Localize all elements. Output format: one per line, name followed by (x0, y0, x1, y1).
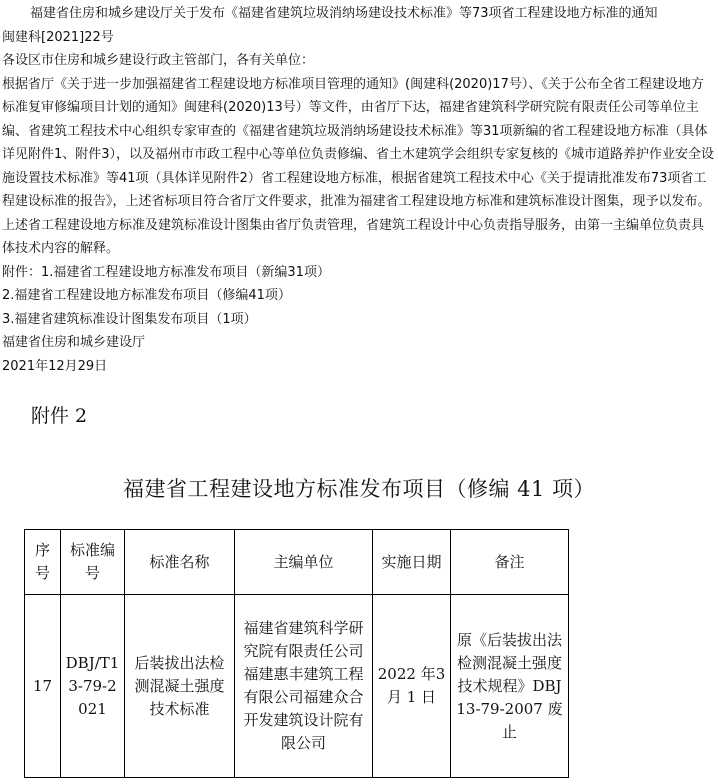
header-effective-date: 实施日期 (373, 530, 451, 595)
cell-code: DBJ/T13-79-2021 (61, 595, 125, 778)
header-remark: 备注 (451, 530, 569, 595)
header-editors: 主编单位 (235, 530, 373, 595)
notice-text (2, 2, 716, 378)
cell-name: 后装拔出法检测混凝土强度技术标准 (125, 595, 235, 778)
document-number: 闽建科[2021]22号 (2, 29, 114, 45)
header-code: 标准编号 (61, 530, 125, 595)
attachment-item-2: 2.福建省工程建设地方标准发布项目（修编41项） (2, 288, 291, 303)
standards-table (24, 529, 569, 778)
table-row (25, 595, 569, 778)
notice-title: 福建省住房和城乡建设厅关于发布《福建省建筑垃圾消纳场建设技术标准》等73项省工程建设地方标准的通知 (30, 6, 658, 21)
cell-remark: 原《后装拔出法检测混凝土强度技术规程》DBJ13-79-2007 废止 (451, 595, 569, 778)
cell-editors: 福建省建筑科学研究院有限责任公司福建惠丰建筑工程有限公司福建众合开发建筑设计院有限公司 (235, 595, 373, 778)
cell-effective-date: 2022 年3 月 1 日 (373, 595, 451, 778)
body-paragraph: 根据省厅《关于进一步加强福建省工程建设地方标准项目管理的通知》(闽建科(2020)17号）、《关于公布全省工程建设地方标准复审修编项目计划的通知》闽建科(2020)13号）等文件，由省厅下达，福建省建筑科学研究院有限责任公司等单位主编、省建筑工程技术中心组织专家审查的《福建省建筑垃圾消纳场建设技术标准》等31项新编的省工程建设地方标准（具体详见附件1、附件3），以及福州市市政工程中心等单位负责修编、省土木建筑学会组织专家复核的《城市道路养护作业安全设施设置技术标准》等41项（具体详见附件2）省工程建设地方标准，根据省建筑工程技术中心《关于提请批准发布73项省工程建设标准的报告》，上述省标项目符合省厅文件要求，批准为福建省工程建设地方标准和建筑标准设计图集，现予以发布。 (2, 76, 715, 209)
cell-seq: 17 (25, 595, 61, 778)
management-paragraph: 上述省工程建设地方标准及建筑标准设计图集由省厅负责管理，省建筑工程设计中心负责指导服务，由第一主编单位负责具体技术内容的解释。 (2, 217, 705, 256)
table-title: 福建省工程建设地方标准发布项目（修编 41 项） (122, 477, 596, 501)
issue-date: 2021年12月29日 (2, 358, 108, 374)
header-name: 标准名称 (125, 530, 235, 595)
salutation: 各设区市住房和城乡建设行政主管部门，各有关单位： (2, 53, 315, 68)
table-header-row (25, 530, 569, 595)
attachment-heading: 附件 2 (31, 405, 88, 427)
attachment-item-3: 3.福建省建筑标准设计图集发布项目（1项） (2, 311, 257, 327)
attachment-item-1: 附件：1.福建省工程建设地方标准发布项目（新编31项） (2, 264, 330, 280)
issuer: 福建省住房和城乡建设厅 (2, 335, 146, 350)
header-seq: 序号 (25, 530, 61, 595)
